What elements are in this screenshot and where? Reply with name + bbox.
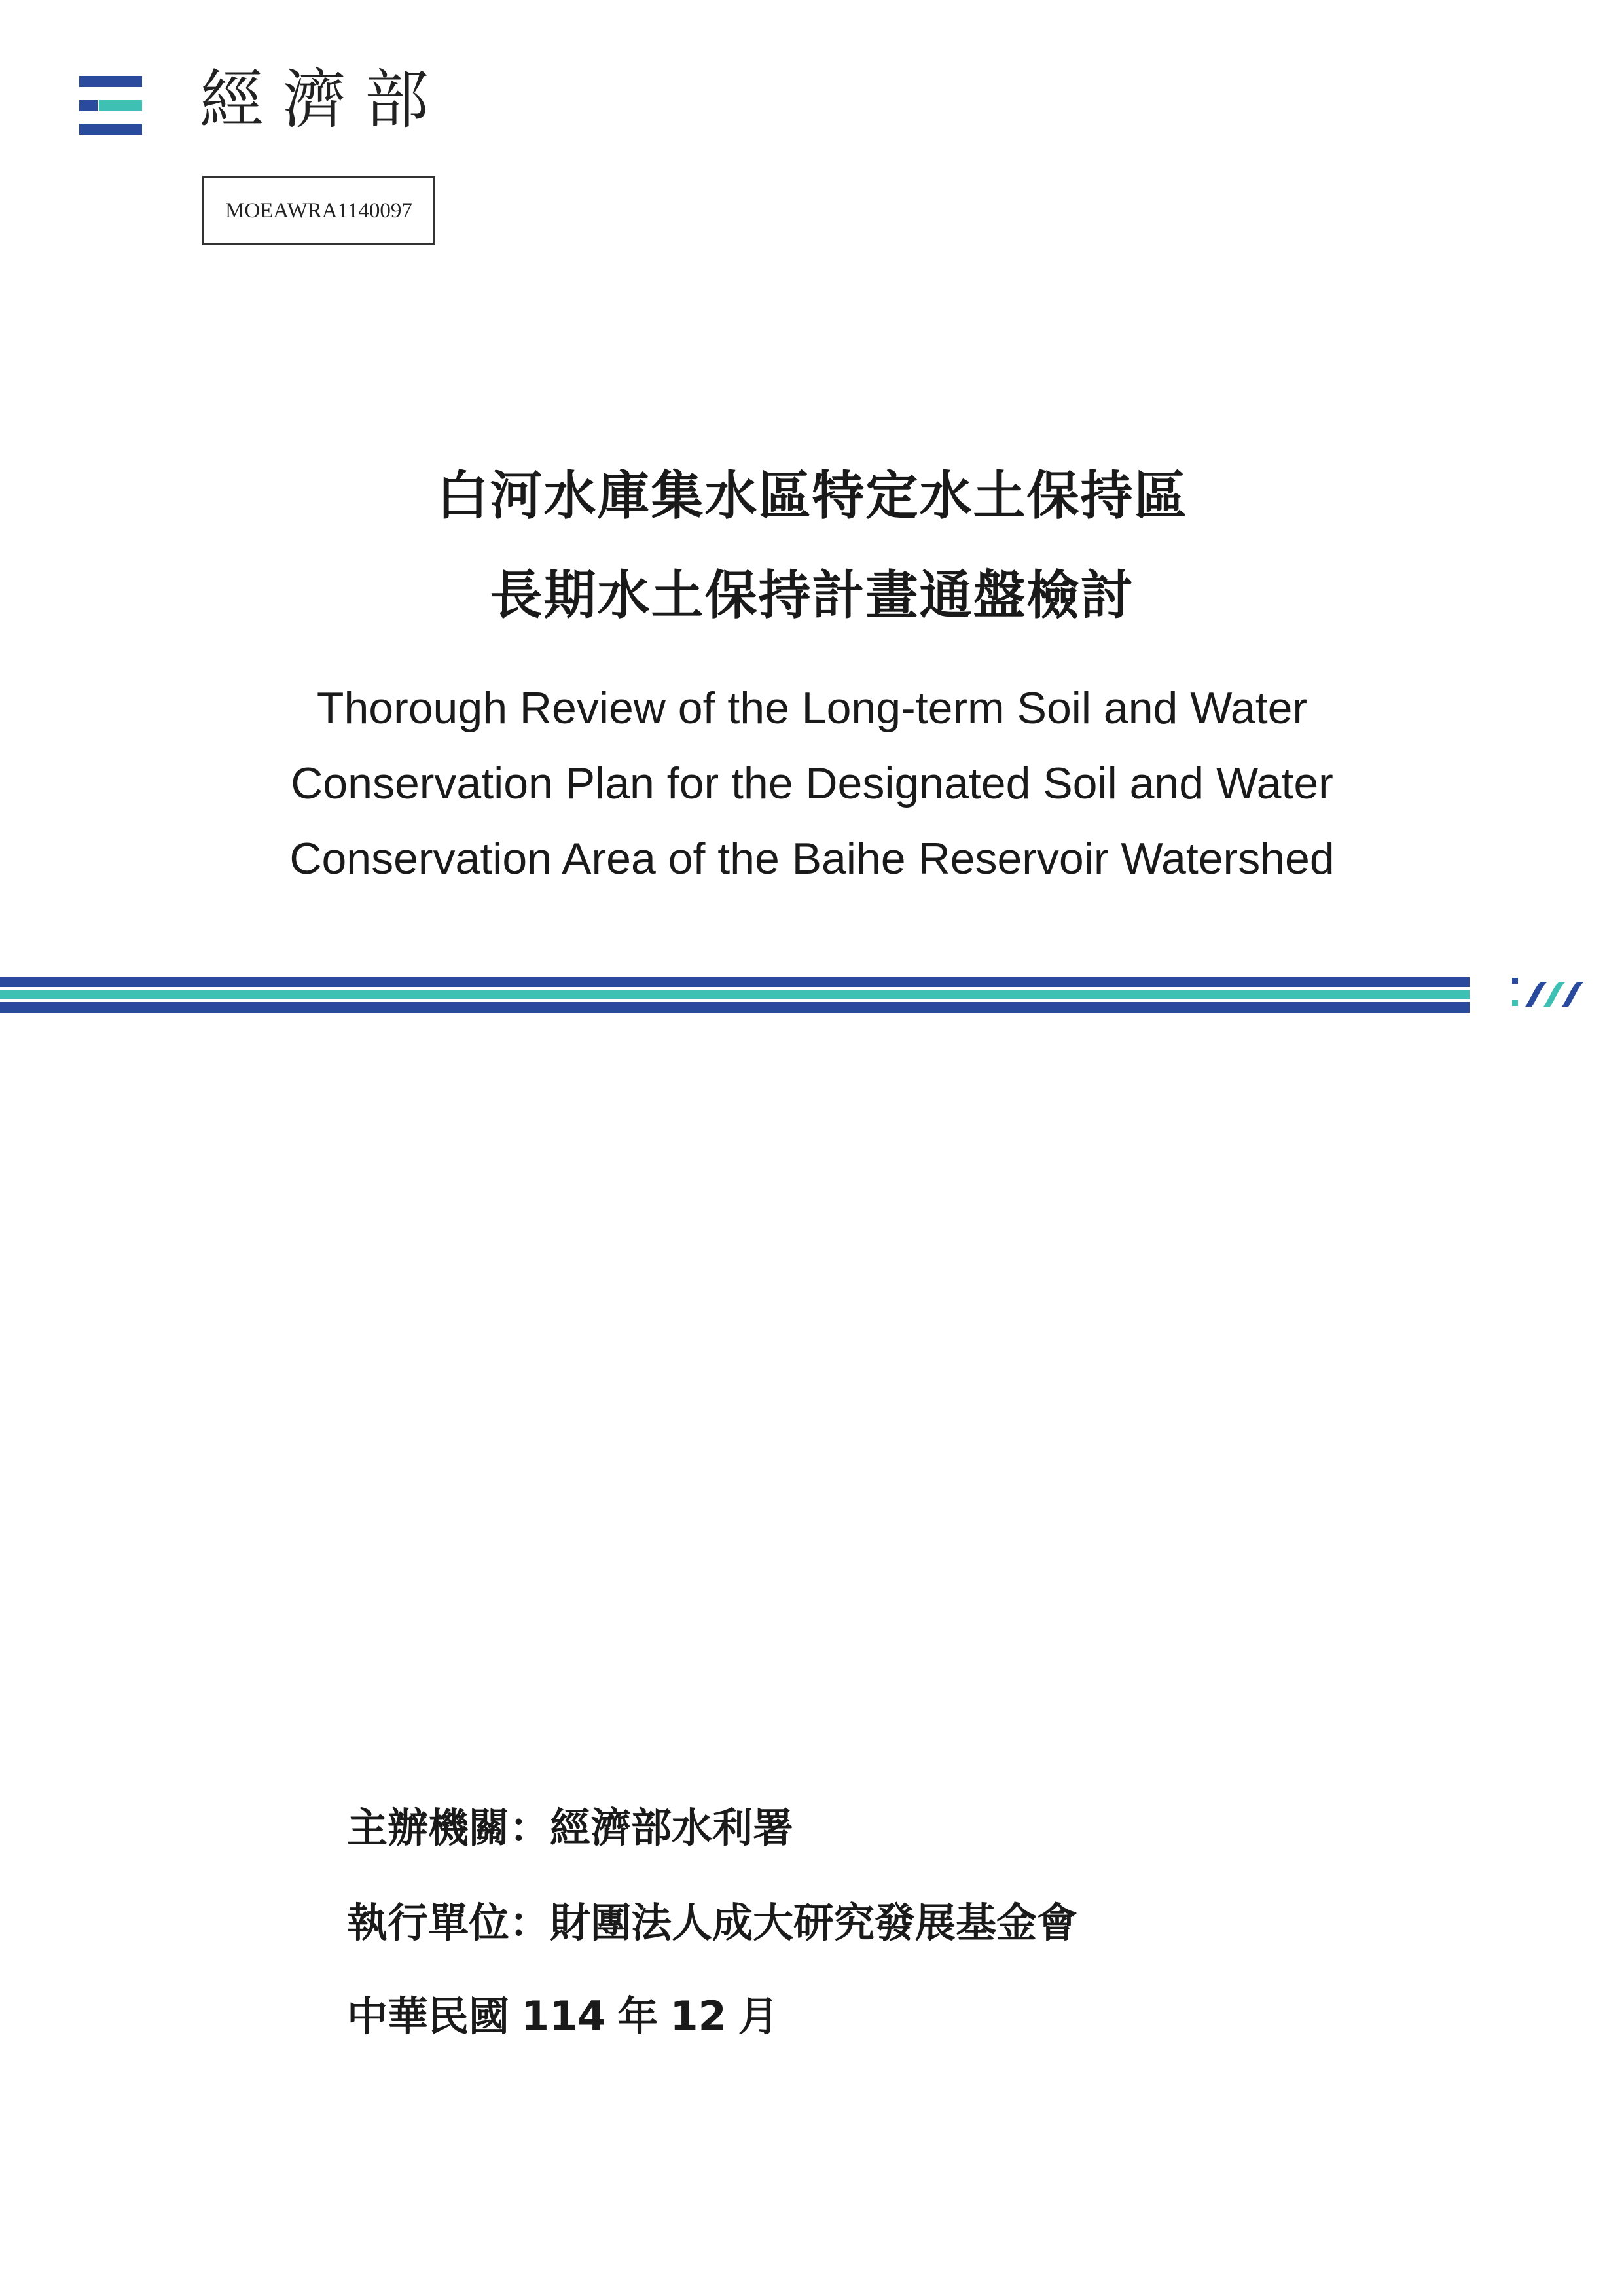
title-english-line-2: Conservation Plan for the Designated Soil and Water bbox=[291, 759, 1333, 808]
divider-stripe-blue-bottom bbox=[0, 1002, 1470, 1013]
executor-line: 執行單位：財團法人成大研究發展基金會 bbox=[347, 1899, 1078, 1946]
title-chinese-line-2: 長期水土保持計畫通盤檢討 bbox=[490, 565, 1134, 626]
date-month: 12 bbox=[670, 1992, 727, 2040]
logo-bar-bottom bbox=[79, 124, 142, 135]
ministry-logo-icon bbox=[79, 76, 142, 135]
logo-bar-middle-teal bbox=[99, 100, 142, 111]
date-era: 中華民國 bbox=[347, 1992, 510, 2040]
date-month-unit: 月 bbox=[738, 1992, 779, 2040]
divider-stripe-blue-top bbox=[0, 977, 1470, 987]
title-english-line-3: Conservation Area of the Baihe Reservoir Watershed bbox=[289, 834, 1335, 884]
title-english-line-1: Thorough Review of the Long-term Soil and Water bbox=[316, 683, 1308, 733]
date-year-unit: 年 bbox=[617, 1992, 659, 2040]
title-chinese-line-1: 白河水庫集水區特定水土保持區 bbox=[436, 465, 1188, 526]
ministry-name: 經濟部 bbox=[200, 63, 448, 137]
logo-bar-middle-blue bbox=[79, 100, 98, 111]
date-line bbox=[347, 1992, 779, 2040]
wra-logo-icon bbox=[1511, 974, 1584, 1014]
document-code-box: MOEAWRA1140097 bbox=[202, 176, 435, 245]
date-year: 114 bbox=[521, 1992, 606, 2040]
divider-stripe-teal bbox=[0, 990, 1470, 999]
logo-bar-top bbox=[79, 76, 142, 87]
organizer-line: 主辦機關：經濟部水利署 bbox=[347, 1804, 794, 1852]
